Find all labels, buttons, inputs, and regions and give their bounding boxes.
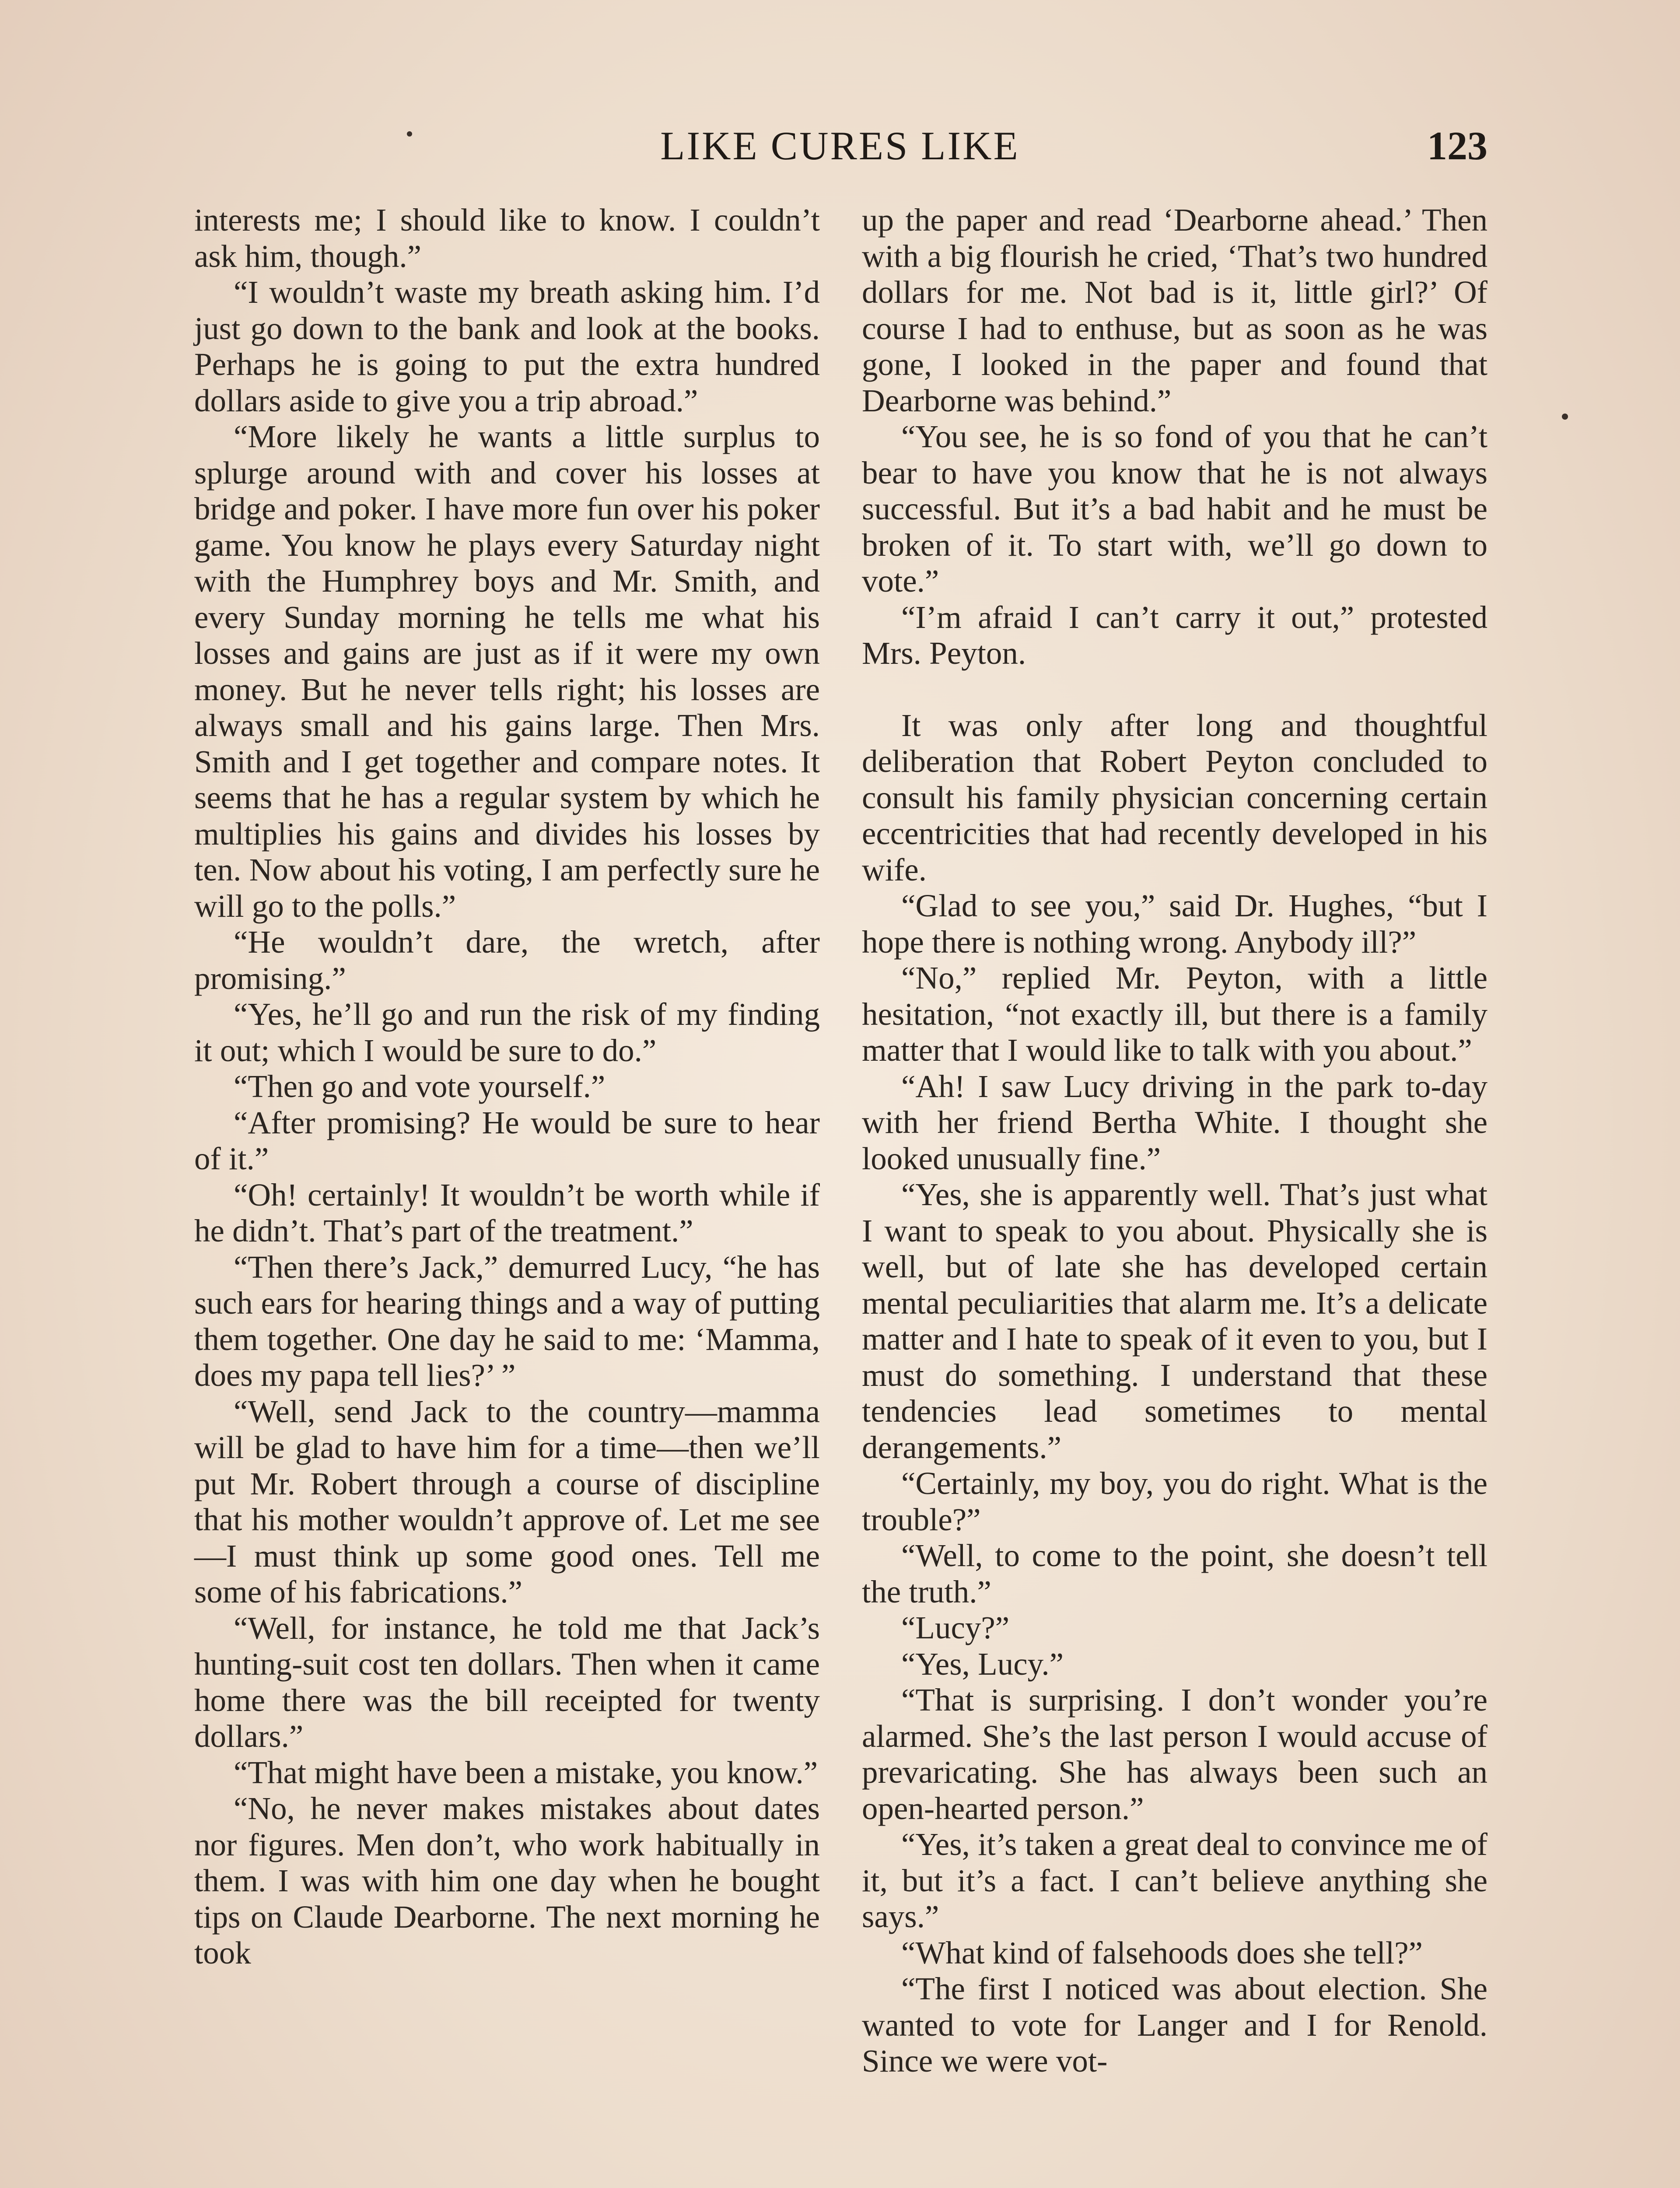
paragraph: “Well, send Jack to the country—mamma will be glad to have him for a time—then we’ll put Mr. Robert through a course of discipline that his mother wouldn’t approve of. Let me see—I must think up some good ones. Tell me some of his fabrications.” bbox=[194, 1393, 820, 1609]
paragraph: “Yes, he’ll go and run the risk of my finding it out; which I would be sure to do.” bbox=[194, 996, 820, 1068]
paragraph: “Then there’s Jack,” demurred Lucy, “he has such ears for hearing things and a way of putting them together. One day he said to me: ‘Mamma, does my papa tell lies?’ ” bbox=[194, 1249, 820, 1393]
section-start-paragraph: It was only after long and thoughtful deliberation that Robert Peyton concluded to consult his family physician concerning certain eccentricities that had recently developed in his wife. bbox=[862, 707, 1488, 887]
left-column bbox=[194, 202, 820, 1971]
page-header bbox=[192, 123, 1488, 175]
paragraph: “Yes, she is apparently well. That’s just what I want to speak to you about. Physically she is well, but of late she has developed certain mental peculiarities that alarm me. It’s a delicate matter and I hate to speak of it even to you, but I must do something. I understand that these tendencies lead sometimes to mental derangements.” bbox=[862, 1177, 1488, 1465]
paragraph: “You see, he is so fond of you that he can’t bear to have you know that he is not always successful. But it’s a bad habit and he must be broken of it. To start with, we’ll go down to vote.” bbox=[862, 419, 1488, 599]
paragraph: “Oh! certainly! It wouldn’t be worth while if he didn’t. That’s part of the treatment.” bbox=[194, 1177, 820, 1248]
paragraph: up the paper and read ‘Dearborne ahead.’ Then with a big flourish he cried, ‘That’s two hundred dollars for me. Not bad is it, little girl?’ Of course I had to enthuse, but as soon as he was gone, I looked in the paper and found that Dearborne was behind.” bbox=[862, 202, 1488, 418]
paragraph: “That is surprising. I don’t wonder you’re alarmed. She’s the last person I would accuse of prevaricating. She has always been such an open-hearted person.” bbox=[862, 1682, 1488, 1826]
paragraph: “I wouldn’t waste my breath asking him. I’d just go down to the bank and look at the books. Perhaps he is going to put the extra hundred dollars aside to give you a trip abroad.” bbox=[194, 274, 820, 418]
paragraph: “No, he never makes mistakes about dates nor figures. Men don’t, who work habitually in them. I was with him one day when he bought tips on Claude Dearborne. The next morning he took bbox=[194, 1791, 820, 1971]
paragraph: “What kind of falsehoods does she tell?” bbox=[901, 1935, 1423, 1971]
paragraph: “That might have been a mistake, you know.” bbox=[234, 1754, 818, 1790]
paragraph: “Well, to come to the point, she doesn’t tell the truth.” bbox=[862, 1538, 1488, 1609]
paragraph: “Yes, it’s taken a great deal to convince me of it, but it’s a fact. I can’t believe anything she says.” bbox=[862, 1827, 1488, 1934]
paragraph: “Yes, Lucy.” bbox=[901, 1646, 1064, 1682]
paragraph: “Ah! I saw Lucy driving in the park to-day with her friend Bertha White. I thought she looked unusually fine.” bbox=[862, 1068, 1488, 1176]
paragraph: “After promising? He would be sure to hear of it.” bbox=[194, 1105, 820, 1176]
paragraph: “He wouldn’t dare, the wretch, after promising.” bbox=[194, 924, 820, 996]
paragraph: interests me; I should like to know. I couldn’t ask him, though.” bbox=[194, 202, 820, 274]
paragraph: “Then go and vote yourself.” bbox=[234, 1069, 606, 1104]
paper-speck bbox=[407, 131, 412, 137]
right-column bbox=[862, 202, 1488, 2079]
paragraph: “I’m afraid I can’t carry it out,” protested Mrs. Peyton. bbox=[862, 599, 1488, 671]
paragraph: “Lucy?” bbox=[901, 1610, 1010, 1645]
paragraph: “No,” replied Mr. Peyton, with a little hesitation, “not exactly ill, but there is a family matter that I would like to talk with you about.” bbox=[862, 960, 1488, 1068]
page-number: 123 bbox=[1427, 123, 1488, 168]
paragraph: “Certainly, my boy, you do right. What is the trouble?” bbox=[862, 1466, 1488, 1537]
running-title: LIKE CURES LIKE bbox=[660, 123, 1020, 168]
paragraph: “Glad to see you,” said Dr. Hughes, “but I hope there is nothing wrong. Anybody ill?” bbox=[862, 888, 1488, 960]
paragraph: “The first I noticed was about election. She wanted to vote for Langer and I for Renold. Since we were vot- bbox=[862, 1971, 1488, 2079]
paper-speck bbox=[1562, 414, 1568, 420]
paragraph: “Well, for instance, he told me that Jack’s hunting-suit cost ten dollars. Then when it came home there was the bill receipted for twenty dollars.” bbox=[194, 1610, 820, 1754]
paragraph: “More likely he wants a little surplus to splurge around with and cover his losses at bridge and poker. I have more fun over his poker game. You know he plays every Saturday night with the Humphrey boys and Mr. Smith, and every Sunday morning he tells me what his losses and gains are just as if it were my own money. But he never tells right; his losses are always small and his gains large. Then Mrs. Smith and I get together and compare notes. It seems that he has a regular system by which he multiplies his gains and divides his losses by ten. Now about his voting, I am perfectly sure he will go to the polls.” bbox=[194, 419, 820, 924]
